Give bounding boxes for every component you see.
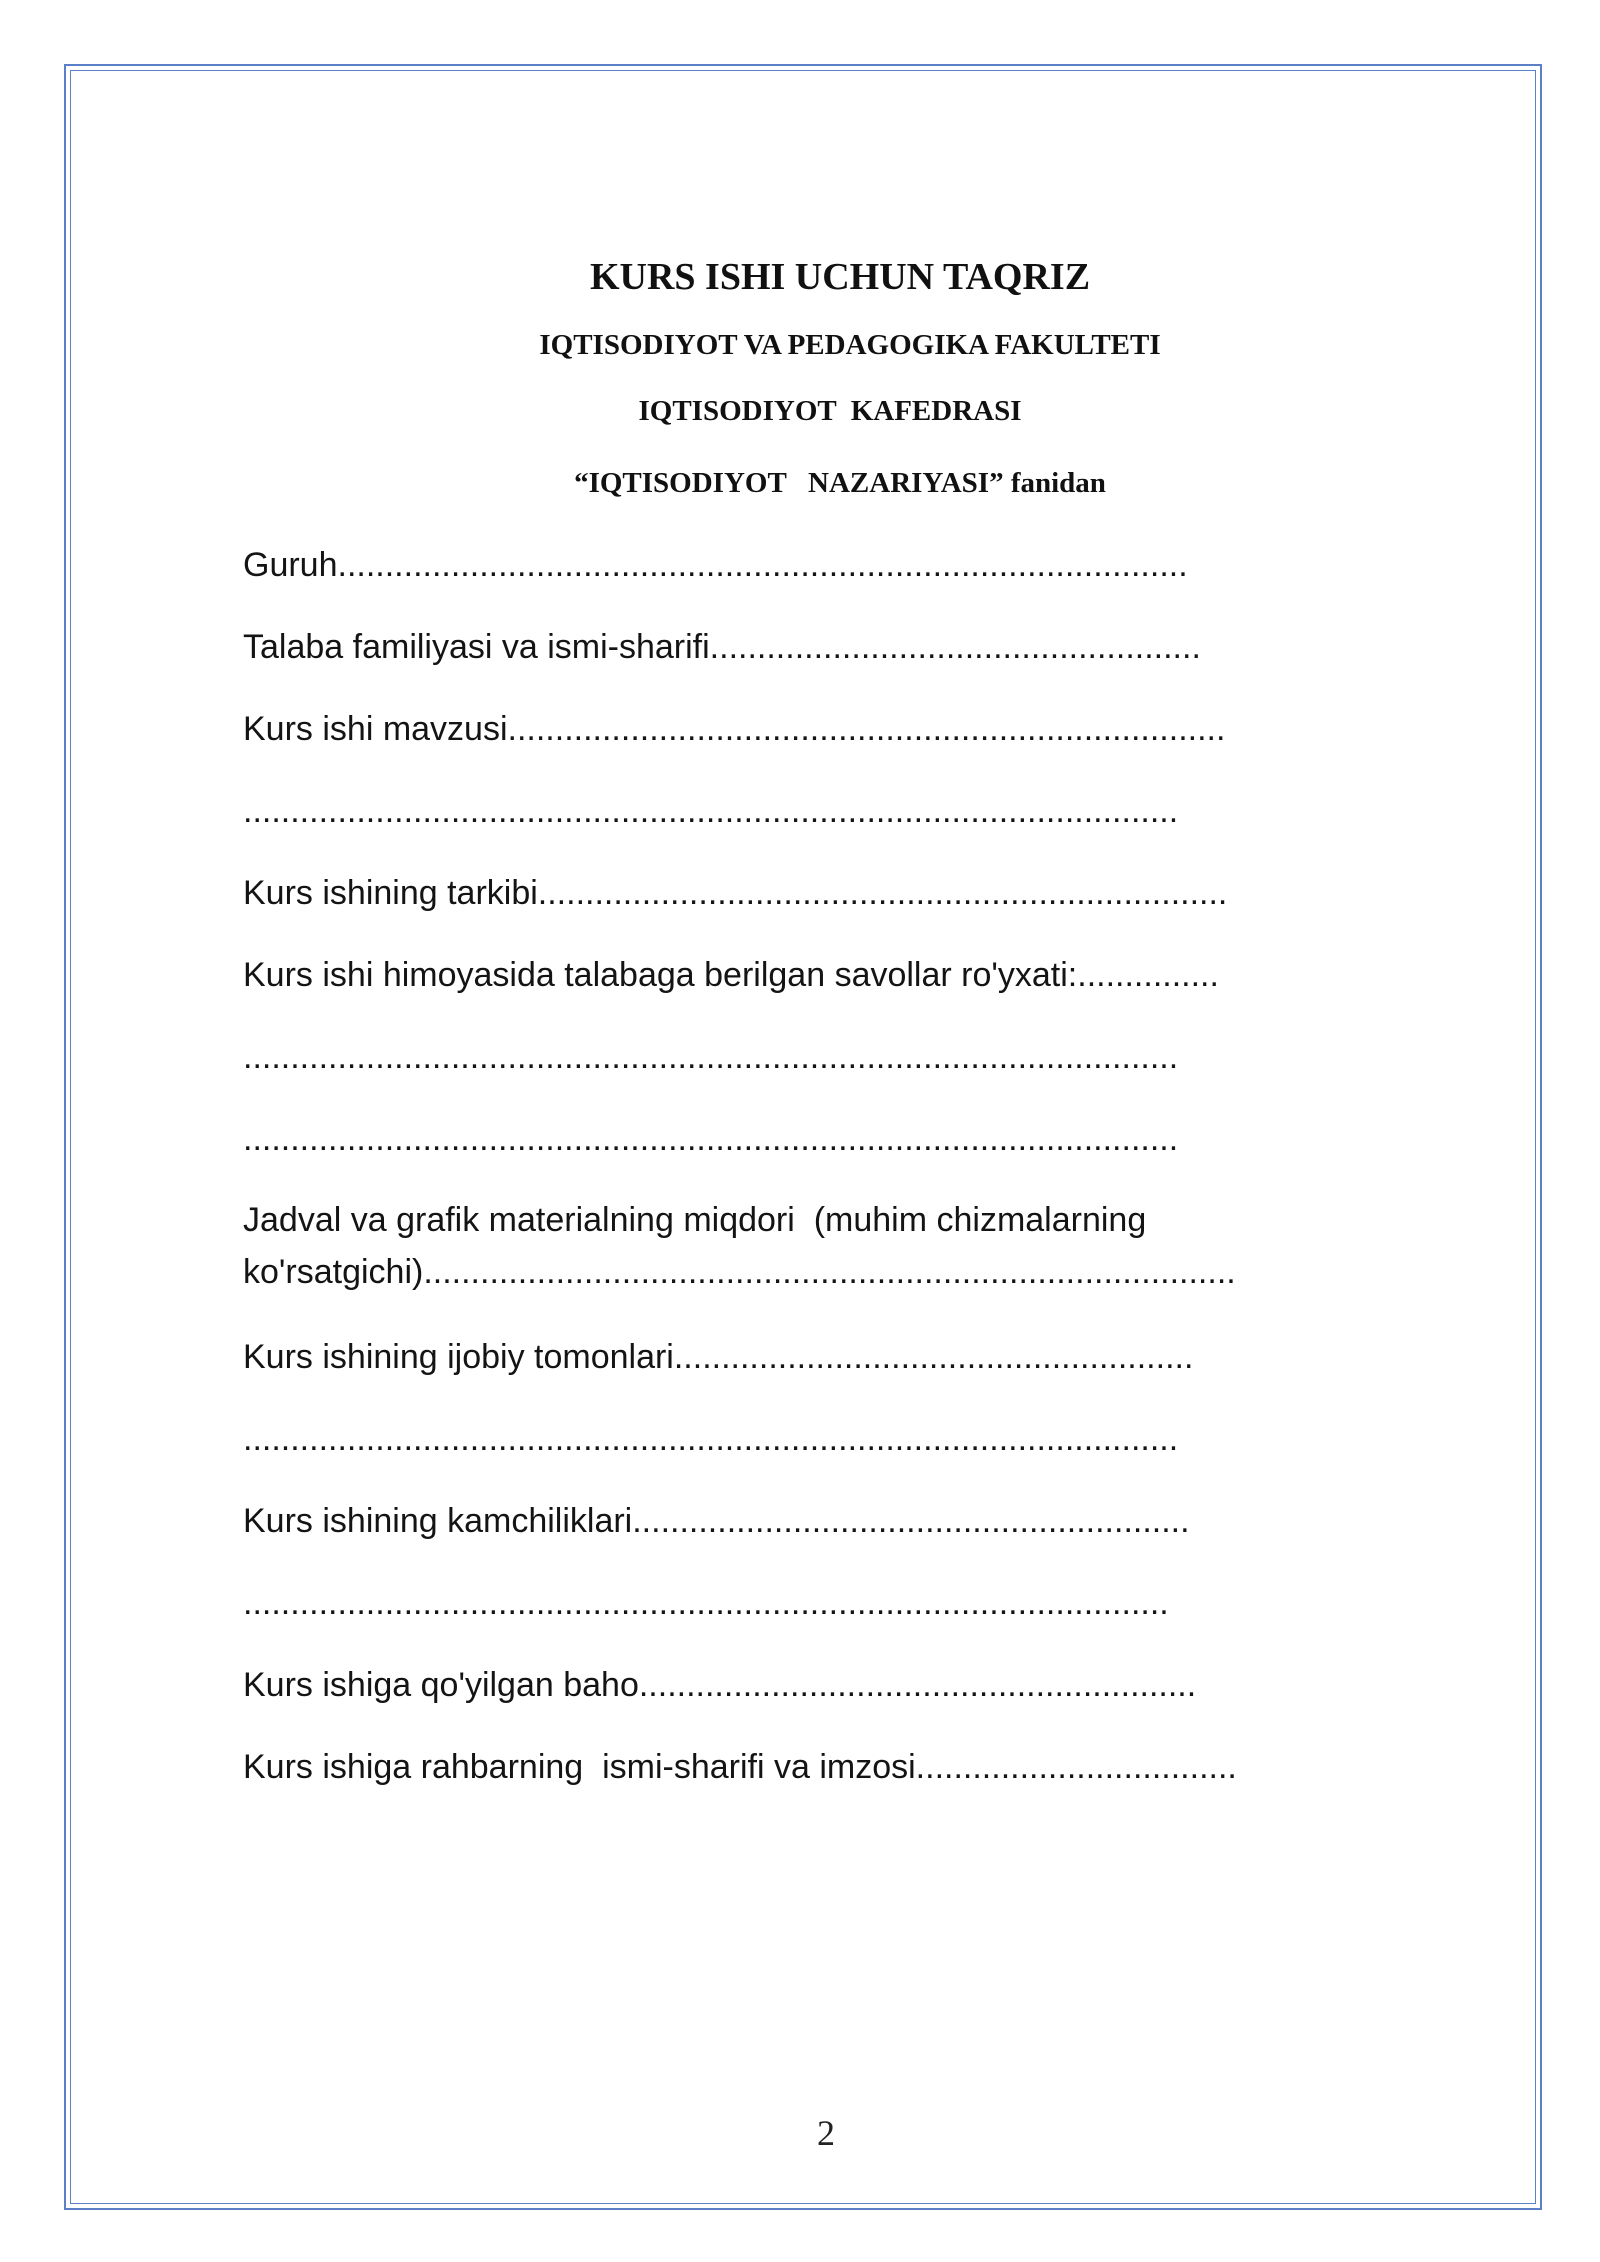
page-number: 2	[817, 2113, 835, 2153]
questions-continuation-line-1: ...................................................................................................	[243, 1038, 1179, 1076]
review-form	[243, 538, 1323, 1822]
tables-field-line-1: Jadval va grafik materialning miqdori (muhim chizmalarning	[243, 1201, 1147, 1239]
group-field: Guruh..........................................................................................	[243, 546, 1188, 584]
tables-field	[243, 1194, 1323, 1330]
structure-field: Kurs ishining tarkibi.........................................................................	[243, 874, 1228, 912]
shortcomings-continuation-line: ..................................................................................................	[243, 1584, 1169, 1622]
grade-field: Kurs ishiga qo'yilgan baho...........................................................	[243, 1666, 1197, 1704]
faculty-name: IQTISODIYOT VA PEDAGOGIKA FAKULTETI	[539, 329, 1161, 361]
document-title: KURS ISHI UCHUN TAQRIZ	[589, 256, 1091, 298]
subject-name: “IQTISODIYOT NAZARIYASI” fanidan	[574, 467, 1106, 499]
supervisor-field: Kurs ishiga rahbarning ismi-sharifi va imzosi..................................	[243, 1748, 1237, 1786]
questions-continuation-line-2: ...................................................................................................	[243, 1120, 1179, 1158]
student-name-field: Talaba familiyasi va ismi-sharifi....................................................	[243, 628, 1201, 666]
department-name: IQTISODIYOT KAFEDRASI	[638, 395, 1022, 427]
shortcomings-field: Kurs ishining kamchiliklari...........................................................	[243, 1502, 1190, 1540]
questions-field: Kurs ishi himoyasida talabaga berilgan savollar ro'yxati:...............	[243, 956, 1219, 994]
topic-continuation-line: ...................................................................................................	[243, 792, 1179, 830]
positives-field: Kurs ishining ijobiy tomonlari.......................................................	[243, 1338, 1194, 1376]
topic-field: Kurs ishi mavzusi............................................................................	[243, 710, 1226, 748]
tables-field-line-2: ko'rsatgichi)......................................................................................	[243, 1253, 1236, 1291]
positives-continuation-line: ...................................................................................................	[243, 1420, 1179, 1458]
